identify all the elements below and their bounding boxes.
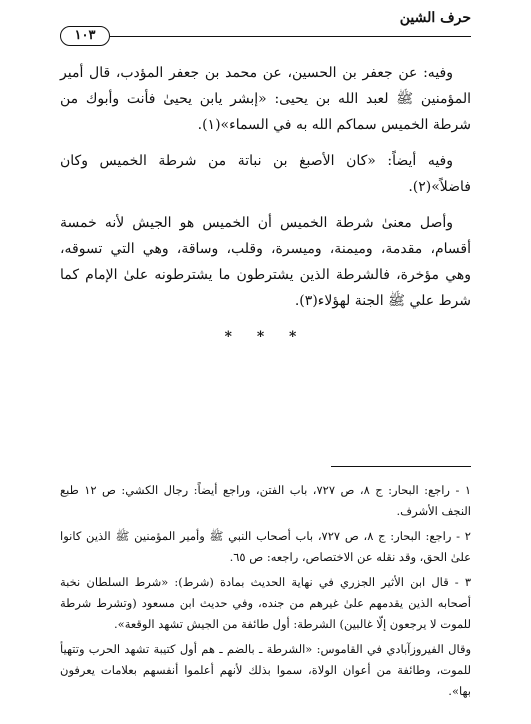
chapter-title: حرف الشين — [399, 10, 471, 26]
footnote-separator — [331, 466, 471, 467]
footnote: ٢ - راجع: البحار: ج ٨، ص ٧٢٧، باب أصحاب النبي ﷺ وأمير المؤمنين ﷺ الذين كانوا علىٰ الحق، وقد نقله عن الاختصاص، راجعه: ص ٦٥. — [60, 529, 471, 564]
footnote: ٣ - قال ابن الأثير الجزري في نهاية الحديث بمادة (شرط): «شرط السلطان نخبة أصحابه الذين يقدمهم علىٰ غيرهم من جنده، وفي حديث ابن مسعود (وتشرط شرطة للموت لا يرجعون إلّا غالبين) الشرطة: أول طائفة من الجيش تشهد الوقعة». — [60, 575, 471, 631]
footnotes — [60, 480, 471, 706]
paragraph: وأصل معنىٰ شرطة الخميس أن الخميس هو الجيش لأنه خمسة أقسام، مقدمة، وميمنة، وميسرة، وقلب، وساقة، وهي التي تسوقه، وهي مؤخرة، فالشرطة الذين يشترطون ما يشترطونه علىٰ الإمام كما شرط علي ﷺ الجنة لهؤلاء(٣). — [60, 215, 471, 309]
section-ornament: * * * — [224, 329, 307, 345]
main-text — [60, 60, 471, 350]
page-number: ١٠٣ — [60, 26, 110, 46]
footnote: ١ - راجع: البحار: ج ٨، ص ٧٢٧، باب الفتن، وراجع أيضاً: رجال الكشي: ص ١٢ طبع النجف الأشرف. — [60, 483, 471, 518]
paragraph: وفيه أيضاً: «كان الأصبغ بن نباتة من شرطة الخميس وكان فاضلاً»(٢). — [60, 153, 471, 195]
paragraph: وفيه: عن جعفر بن الحسين، عن محمد بن جعفر المؤدب، قال أمير المؤمنين ﷺ لعبد الله بن يحيى: «إبشر يابن يحيىٰ فأنت وأبوك من شرطة الخميس سماكم الله به في السماء»(١). — [60, 65, 471, 133]
footnote: وقال الفيروزآبادي في القاموس: «الشرطة ـ بالضم ـ هم أول كتيبة تشهد الحرب وتتهيأ للموت، وطائفة من أعوان الولاة، سموا بذلك لأنهم أعلموا أنفسهم بعلامات يعرفون بها». — [60, 642, 471, 698]
header-rule — [110, 36, 471, 37]
page-header — [60, 6, 471, 46]
